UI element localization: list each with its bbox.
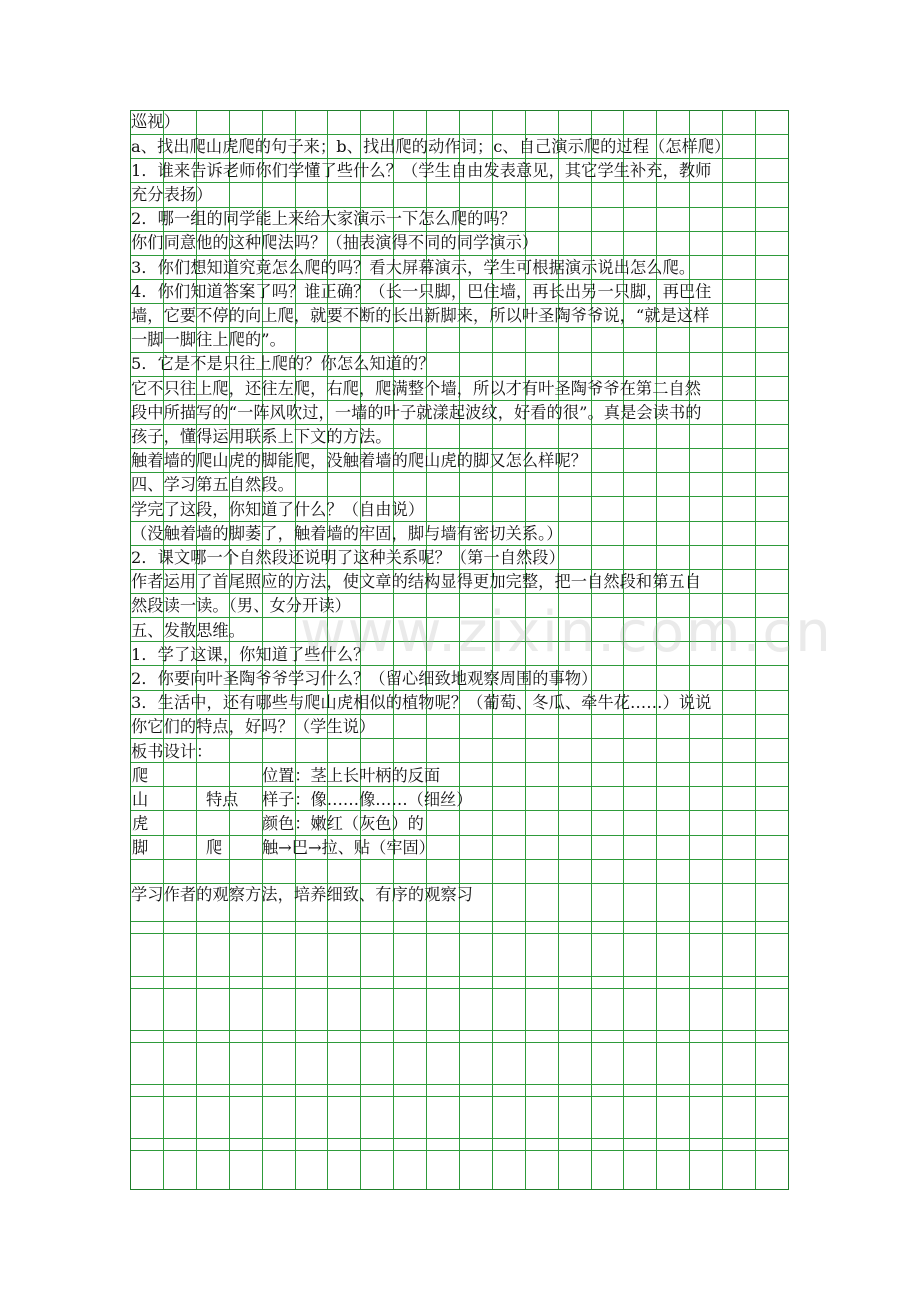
text-line: 段中所描写的“一阵风吹过，一墙的叶子就漾起波纹，好看的很”。真是会读书的 <box>131 403 702 422</box>
board-item: 位置：茎上长叶柄的反面 <box>262 766 441 785</box>
board-pa-label: 爬 <box>206 838 223 857</box>
board-item: 样子：像……像……（细丝） <box>262 790 473 809</box>
text-line: 学完了这段，你知道了什么？（自由说） <box>131 500 425 519</box>
text-line: 5．它是不是只往上爬的？你怎么知道的？ <box>131 354 435 373</box>
watermark: www.zixin.com.cn <box>300 600 833 665</box>
text-line: 你们同意他的这种爬法吗？（抽表演得不同的同学演示） <box>131 233 539 252</box>
board-char: 爬 <box>132 766 149 785</box>
text-line: 充分表扬） <box>131 185 213 204</box>
text-line: 2．哪一组的同学能上来给大家演示一下怎么爬的吗？ <box>131 209 517 228</box>
text-line: 3．你们想知道究竟怎么爬的吗？看大屏幕演示，学生可根据演示说出怎么爬。 <box>131 258 696 277</box>
text-line: 五、发散思维。 <box>131 621 246 640</box>
board-item: 颜色：嫩红（灰色）的 <box>262 814 424 833</box>
text-line: 1．学了这课，你知道了些什么？ <box>131 645 370 664</box>
text-line: 2．你要向叶圣陶爷爷学习什么？（留心细致地观察周围的事物） <box>131 669 598 688</box>
text-line: 2．课文哪一个自然段还说明了这种关系呢？（第一自然段） <box>131 548 565 567</box>
text-line: 巡视） <box>131 112 180 131</box>
text-line: 一脚一脚往上爬的”。 <box>131 330 286 349</box>
board-char: 虎 <box>132 814 149 833</box>
board-tedian-label: 特点 <box>206 790 239 809</box>
text-line: 1．谁来告诉老师你们学懂了些什么？（学生自由发表意见，其它学生补充，教师 <box>131 161 712 180</box>
board-char: 脚 <box>132 838 149 857</box>
text-line: 孩子，懂得运用联系上下文的方法。 <box>131 427 392 446</box>
text-line: 4．你们知道答案了吗？谁正确？（长一只脚，巴住墙，再长出另一只脚，再巴住 <box>131 282 712 301</box>
board-item: 触→巴→拉、贴（牢固） <box>262 838 435 857</box>
text-line: 然段读一读。（男、女分开读） <box>131 596 351 615</box>
text-line: 触着墙的爬山虎的脚能爬，没触着墙的爬山虎的脚又怎么样呢？ <box>131 451 588 470</box>
text-line: 板书设计： <box>131 742 213 761</box>
text-line: 你它们的特点，好吗？（学生说） <box>131 717 376 736</box>
text-line: （没触着墙的脚萎了，触着墙的牢固，脚与墙有密切关系。） <box>131 524 563 543</box>
text-line: 它不只往上爬，还往左爬，右爬，爬满整个墙，所以才有叶圣陶爷爷在第二自然 <box>131 379 702 398</box>
text-line: 墙，它要不停的向上爬，就要不断的长出新脚来，所以叶圣陶爷爷说，“就是这样 <box>131 306 710 325</box>
text-line: a、找出爬山虎爬的句子来；b、找出爬的动作词；c、自己演示爬的过程（怎样爬） <box>131 137 731 156</box>
closing-line: 学习作者的观察方法，培养细致、有序的观察习 <box>131 885 474 904</box>
board-char: 山 <box>132 790 149 809</box>
text-line: 3．生活中，还有哪些与爬山虎相似的植物呢？（葡萄、冬瓜、牵牛花……）说说 <box>131 693 712 712</box>
text-line: 四、学习第五自然段。 <box>131 475 294 494</box>
text-line: 作者运用了首尾照应的方法，使文章的结构显得更加完整，把一自然段和第五自 <box>131 572 702 591</box>
